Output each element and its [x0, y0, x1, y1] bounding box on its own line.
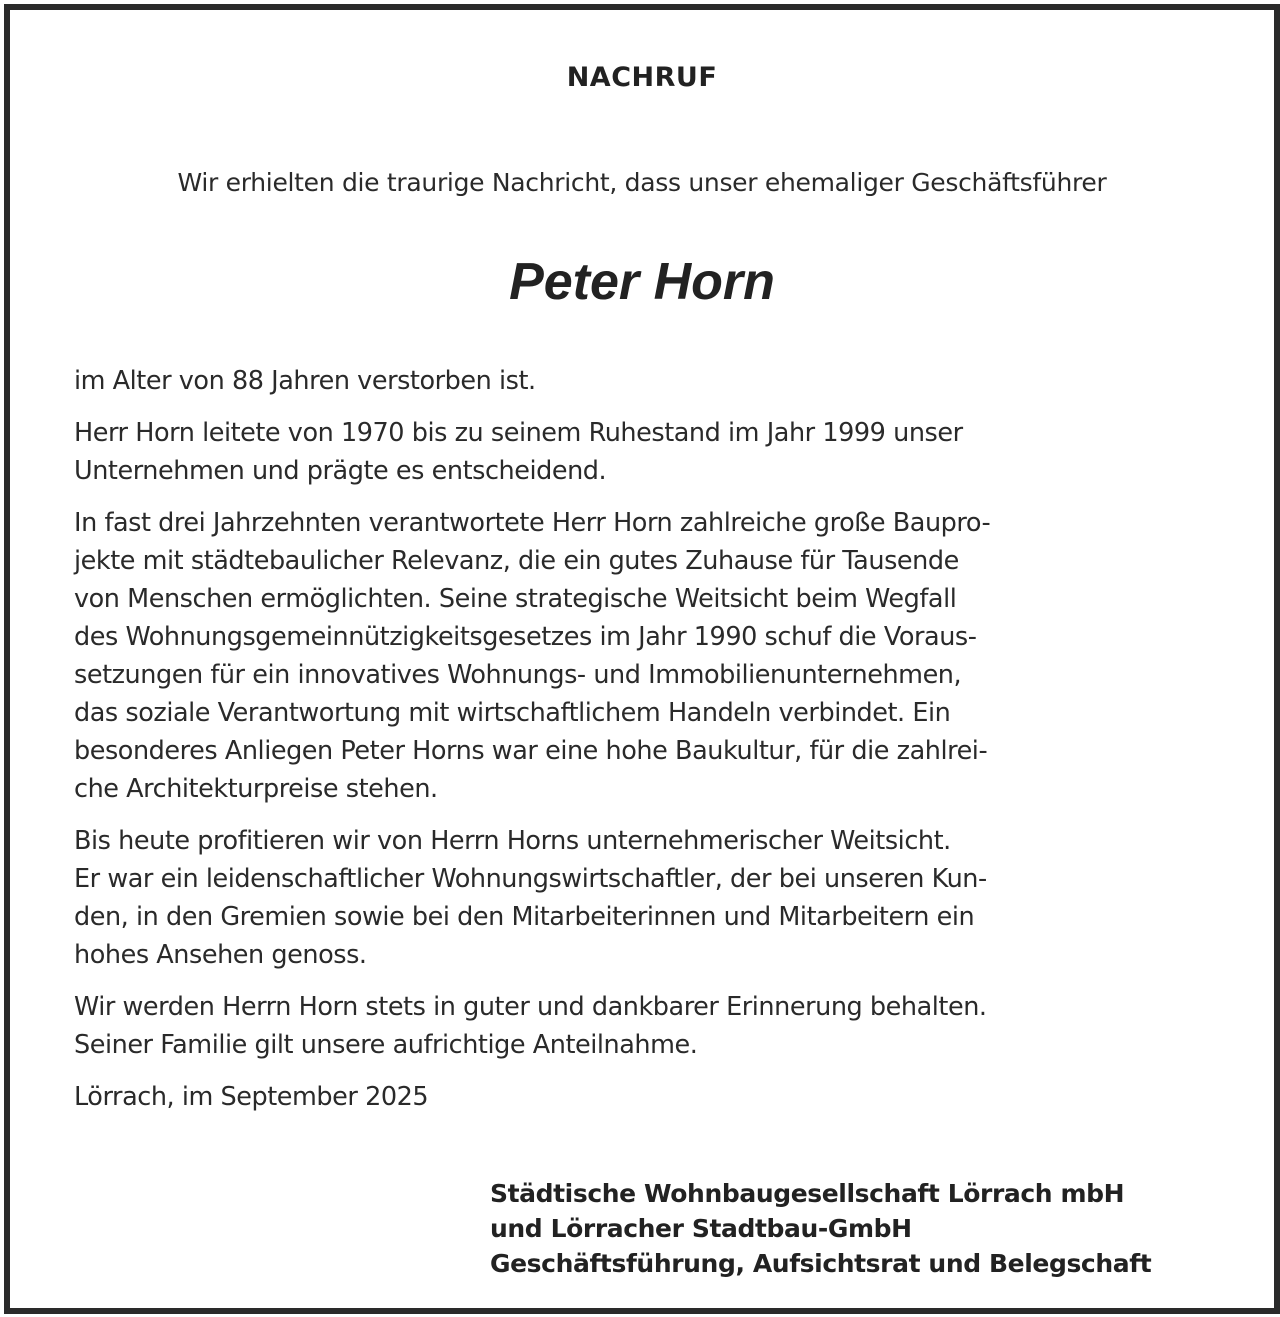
text-line: besonderes Anliegen Peter Horns war eine hohe Baukultur, für die zahlrei- — [74, 736, 988, 766]
text-line: von Menschen ermöglichten. Seine strategische Weitsicht beim Wegfall — [74, 584, 957, 614]
text-line: che Architekturpreise stehen. — [74, 774, 438, 804]
text-line: des Wohnungsgemeinnützigkeitsgesetzes im Jahr 1990 schuf die Voraus- — [74, 622, 977, 652]
text-line: im Alter von 88 Jahren verstorben ist. — [74, 366, 536, 396]
text-line: Lörrach, im September 2025 — [74, 1082, 429, 1112]
text-line: setzungen für ein innovatives Wohnungs- und Immobilienunternehmen, — [74, 660, 962, 690]
signature-block — [490, 1176, 1151, 1281]
paragraph — [74, 822, 1224, 974]
intro-text: Wir erhielten die traurige Nachricht, dass unser ehemaliger Geschäftsführer — [177, 168, 1107, 197]
signature-line: Städtische Wohnbaugesellschaft Lörrach mbH — [490, 1179, 1125, 1208]
text-line: jekte mit städtebaulicher Relevanz, die ein gutes Zuhause für Tausende — [74, 546, 959, 576]
paragraph — [74, 988, 1224, 1064]
signature-line: Geschäftsführung, Aufsichtsrat und Belegschaft — [490, 1249, 1152, 1278]
text-line: Wir werden Herrn Horn stets in guter und dankbarer Erinnerung behalten. — [74, 992, 987, 1022]
signature-line: und Lörracher Stadtbau-GmbH — [490, 1214, 912, 1243]
text-line: Seiner Familie gilt unsere aufrichtige Anteilnahme. — [74, 1030, 698, 1060]
paragraph — [74, 362, 1224, 400]
notice-body — [74, 362, 1224, 1130]
place-date — [74, 1078, 1224, 1116]
text-line: den, in den Gremien sowie bei den Mitarbeiterinnen und Mitarbeitern ein — [74, 902, 975, 932]
text-line: In fast drei Jahrzehnten verantwortete Herr Horn zahlreiche große Baupro- — [74, 508, 991, 538]
text-line: Unternehmen und prägte es entscheidend. — [74, 456, 607, 486]
text-line: Er war ein leidenschaftlicher Wohnungswirtschaftler, der bei unseren Kun- — [74, 864, 987, 894]
text-line: Bis heute profitieren wir von Herrn Horns unternehmerischer Weitsicht. — [74, 826, 951, 856]
notice-title: NACHRUF — [566, 62, 718, 93]
paragraph — [74, 504, 1224, 808]
text-line: hohes Ansehen genoss. — [74, 940, 367, 970]
notice-frame — [4, 4, 1280, 1314]
deceased-name: Peter Horn — [509, 253, 775, 311]
text-line: Herr Horn leitete von 1970 bis zu seinem Ruhestand im Jahr 1999 unser — [74, 418, 963, 448]
text-line: das soziale Verantwortung mit wirtschaftlichem Handeln verbindet. Ein — [74, 698, 951, 728]
paragraph — [74, 414, 1224, 490]
